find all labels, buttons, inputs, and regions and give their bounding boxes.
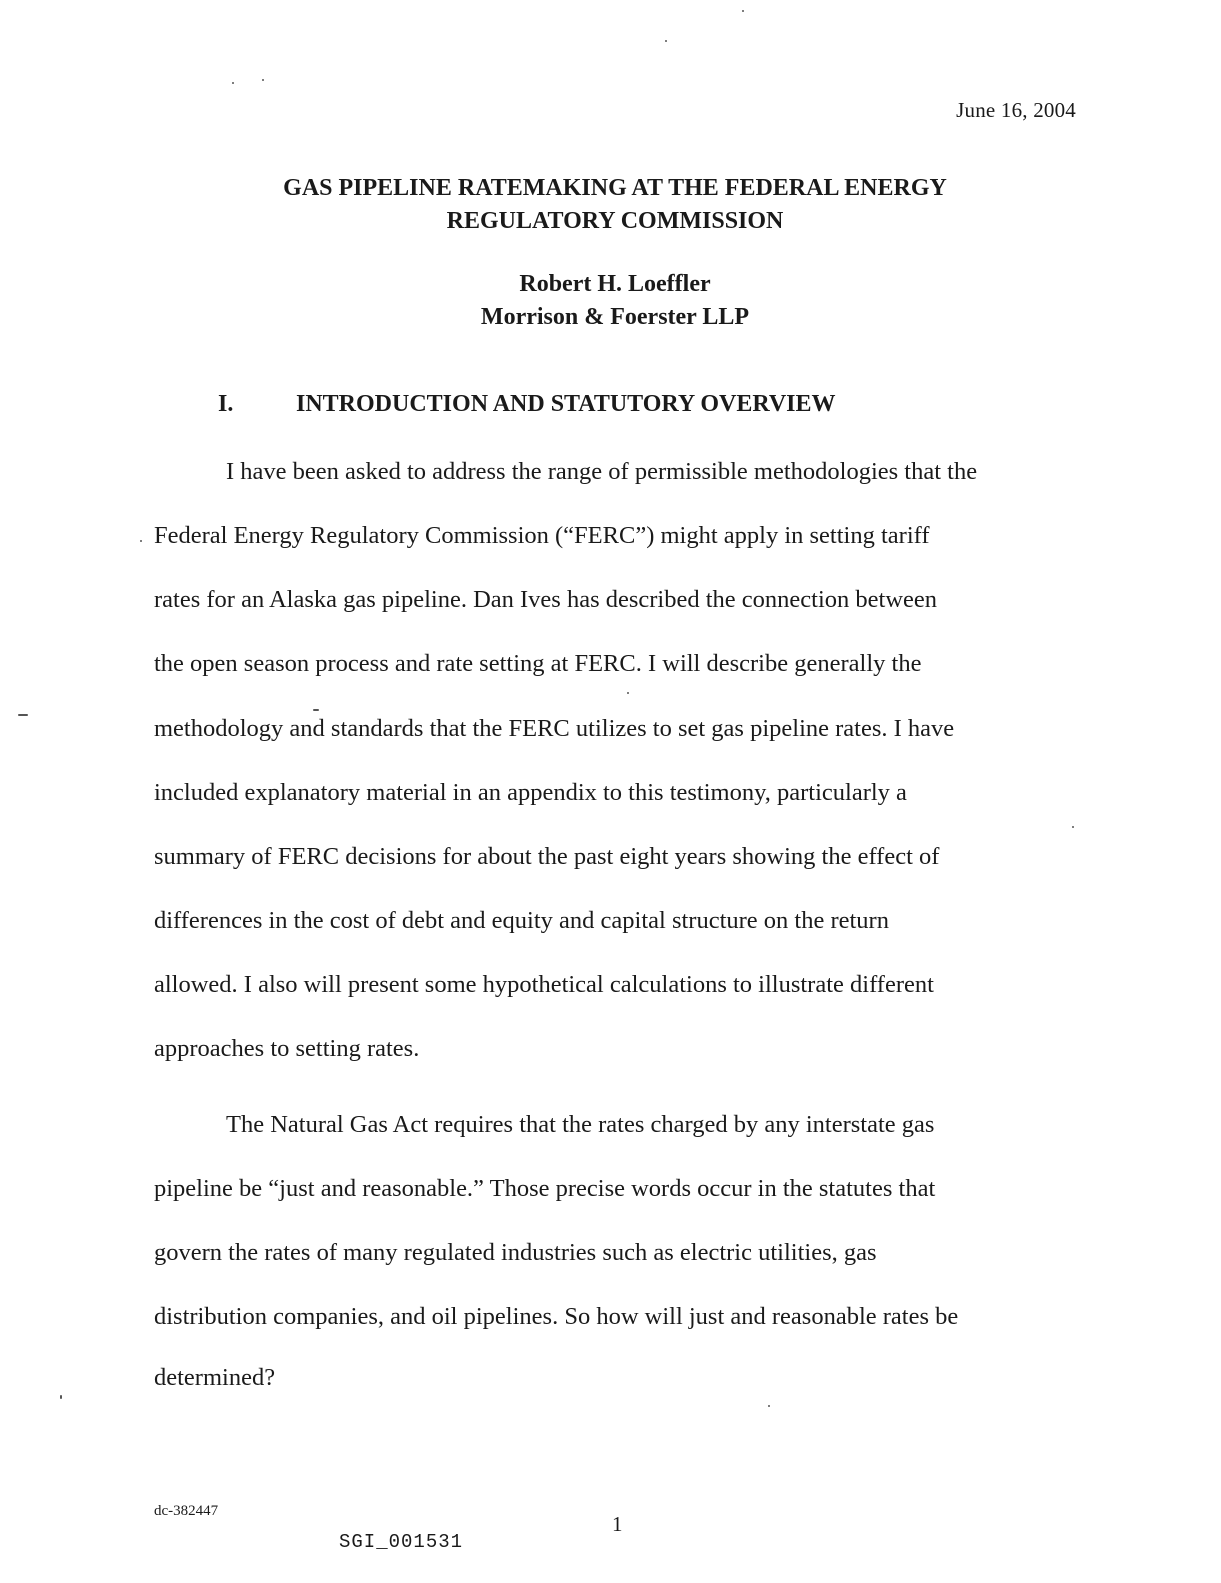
scan-speck	[768, 1405, 770, 1407]
scan-speck	[232, 82, 234, 84]
section-title: INTRODUCTION AND STATUTORY OVERVIEW	[296, 391, 836, 417]
scan-speck	[627, 692, 629, 694]
page-number: 1	[612, 1512, 623, 1536]
section-heading	[218, 386, 836, 422]
scan-speck	[1072, 826, 1074, 828]
bates-number: SGI_001531	[339, 1531, 464, 1553]
document-date: June 16, 2004	[956, 98, 1076, 122]
paragraph-1-line: summary of FERC decisions for about the past eight years showing the effect of	[154, 843, 940, 870]
paragraph-1-line: I have been asked to address the range of permissible methodologies that the	[226, 458, 978, 485]
paragraph-1-line: Federal Energy Regulatory Commission (“FERC”) might apply in setting tariff	[154, 522, 930, 549]
author-block	[150, 268, 1080, 334]
scan-speck	[665, 40, 667, 42]
paragraph-1-line: rates for an Alaska gas pipeline. Dan Ives has described the connection between	[154, 586, 938, 613]
scan-speck	[262, 79, 264, 81]
paragraph-2-line: distribution companies, and oil pipelines. So how will just and reasonable rates be	[154, 1303, 959, 1330]
section-number: I.	[218, 391, 234, 417]
paragraph-1-line: methodology and standards that the FERC utilizes to set gas pipeline rates. I have	[154, 715, 955, 742]
document-id: dc-382447	[154, 1503, 219, 1519]
scan-speck	[313, 709, 319, 711]
paragraph-1-line: the open season process and rate setting at FERC. I will describe generally the	[154, 650, 922, 677]
scan-speck	[18, 714, 28, 716]
paragraph-1-line: allowed. I also will present some hypothetical calculations to illustrate different	[154, 971, 934, 998]
paragraph-1-line: approaches to setting rates.	[154, 1035, 420, 1062]
author-firm: Morrison & Foerster LLP	[480, 304, 750, 330]
author-name: Robert H. Loeffler	[519, 271, 711, 297]
scan-speck	[140, 540, 142, 542]
paragraph-2-line: determined?	[154, 1364, 276, 1391]
title-line-1: GAS PIPELINE RATEMAKING AT THE FEDERAL ENERGY	[283, 175, 947, 201]
paragraph-1-line: included explanatory material in an appendix to this testimony, particularly a	[154, 779, 907, 806]
title-line-2: REGULATORY COMMISSION	[446, 208, 784, 234]
scan-speck	[742, 10, 744, 12]
scan-speck	[60, 1395, 62, 1399]
paragraph-2-line: govern the rates of many regulated industries such as electric utilities, gas	[154, 1239, 877, 1266]
paragraph-2-line: pipeline be “just and reasonable.” Those precise words occur in the statutes that	[154, 1175, 936, 1202]
paragraph-1-line: differences in the cost of debt and equity and capital structure on the return	[154, 907, 889, 934]
paragraph-2-line: The Natural Gas Act requires that the rates charged by any interstate gas	[226, 1111, 935, 1138]
document-title	[150, 172, 1080, 238]
